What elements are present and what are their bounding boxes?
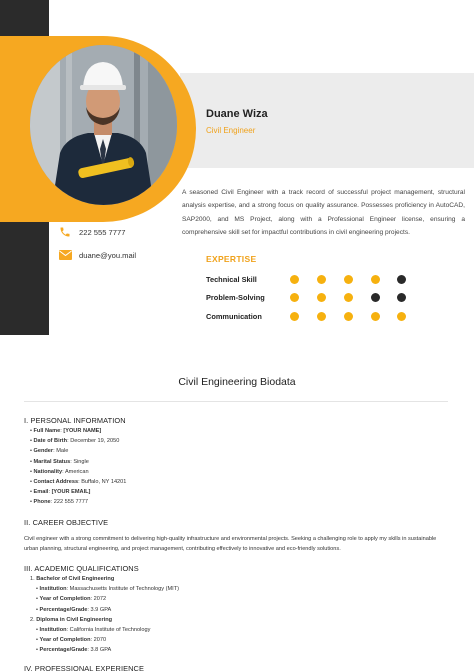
degree-detail-value: 2072 xyxy=(93,596,107,603)
personal-info-item: • Phone: 222 555 7777 xyxy=(30,499,88,506)
personal-info-label: Email xyxy=(33,489,49,496)
biodata-title: Civil Engineering Biodata xyxy=(178,376,296,388)
skill-dot-empty xyxy=(397,293,406,302)
personal-info-value: Male xyxy=(56,448,69,455)
degree-item: 1. Bachelor of Civil Engineering xyxy=(30,576,115,582)
phone-icon xyxy=(58,226,72,238)
degree-detail-label: Year of Completion xyxy=(39,596,91,603)
expertise-title: EXPERTISE xyxy=(206,254,257,264)
degree-detail-label: Institution xyxy=(39,626,67,633)
degree-detail: • Institution: California Institute of Technology xyxy=(36,626,151,633)
degree-detail: • Year of Completion: 2072 xyxy=(36,596,107,603)
degree-detail: • Year of Completion: 2070 xyxy=(36,637,107,644)
personal-info-value: Buffalo, NY 14201 xyxy=(81,478,127,485)
skill-dot-filled xyxy=(317,312,326,321)
degree-detail-label: Year of Completion xyxy=(39,637,91,644)
degree-detail-value: 3.8 GPA xyxy=(90,647,112,654)
degree-detail-value: 2070 xyxy=(93,637,107,644)
skill-dot-filled xyxy=(344,312,353,321)
skill-dot-filled xyxy=(397,312,406,321)
skill-row xyxy=(206,274,416,286)
personal-info-value: [YOUR EMAIL] xyxy=(51,489,91,496)
degree-detail-label: Percentage/Grade xyxy=(39,606,88,613)
personal-info-value: Single xyxy=(73,458,89,465)
skill-row xyxy=(206,292,416,304)
personal-info-item: • Marital Status: Single xyxy=(30,458,89,465)
skill-dot-filled xyxy=(371,312,380,321)
skill-label: Problem-Solving xyxy=(206,293,265,302)
divider xyxy=(24,401,448,402)
section-experience-heading: IV. PROFESSIONAL EXPERIENCE xyxy=(24,664,145,671)
profile-role: Civil Engineer xyxy=(206,126,256,135)
personal-info-label: Contact Address xyxy=(33,478,79,485)
contact-email xyxy=(58,249,136,261)
degree-item: 2. Diploma in Civil Engineering xyxy=(30,616,113,623)
skill-dot-filled xyxy=(317,275,326,284)
profile-summary: A seasoned Civil Engineer with a track record of successful project management, structural analysis expertise, and a strong focus on quality assurance. Possesses proficiency in AutoCAD, SAP2000, and MS Project, along with a Professional Engineer license, ensuring a comprehensive skill set for impactful contributions in civil engineering projects. xyxy=(182,189,465,237)
envelope-icon xyxy=(58,249,72,261)
skill-dot-filled xyxy=(290,312,299,321)
personal-info-value: [YOUR NAME] xyxy=(63,428,102,434)
skill-dot-empty xyxy=(371,293,380,302)
personal-info-label: Marital Status xyxy=(33,458,71,465)
personal-info-label: Nationality xyxy=(33,468,63,475)
personal-info-label: Date of Birth xyxy=(33,438,68,445)
degree-detail-value: California Institute of Technology xyxy=(69,626,151,633)
contact-phone xyxy=(58,226,125,238)
personal-info-label: Gender xyxy=(33,448,54,455)
career-objective-text: Civil engineer with a strong commitment to delivering high-quality infrastructure and environmental projects. Seeking a challenging role to apply my skills in sustainable urban planning, structural engineering, and project management, contributing effectively to innovative and eco-friendly solutions. xyxy=(24,536,437,552)
academic-list xyxy=(30,574,179,656)
degree-detail: • Institution: Massachusetts Institute of Technology (MIT) xyxy=(36,586,179,593)
personal-info-value: American xyxy=(64,468,89,475)
personal-info-list xyxy=(30,426,126,508)
profile-name: Duane Wiza xyxy=(206,108,268,120)
personal-info-item: • Gender: Male xyxy=(30,448,69,455)
skill-dot-filled xyxy=(344,275,353,284)
personal-info-item: • Contact Address: Buffalo, NY 14201 xyxy=(30,478,127,485)
degree-detail: • Percentage/Grade: 3.8 GPA xyxy=(36,647,112,654)
degree-detail-value: Massachusetts Institute of Technology (MIT) xyxy=(69,586,179,593)
degree-detail-label: Institution xyxy=(39,586,67,593)
degree-title: Diploma in Civil Engineering xyxy=(36,616,113,623)
skill-dot-filled xyxy=(290,275,299,284)
skill-row xyxy=(206,311,416,323)
skill-dot-filled xyxy=(371,275,380,284)
personal-info-label: Full Name xyxy=(33,428,61,434)
degree-title: Bachelor of Civil Engineering xyxy=(36,576,115,582)
section-personal-heading: I. PERSONAL INFORMATION xyxy=(24,416,126,425)
personal-info-item: • Full Name: [YOUR NAME] xyxy=(30,428,102,434)
skill-label: Technical Skill xyxy=(206,275,257,284)
section-academic-heading: III. ACADEMIC QUALIFICATIONS xyxy=(24,564,139,573)
personal-info-item: • Date of Birth: December 19, 2050 xyxy=(30,438,120,445)
skill-label: Communication xyxy=(206,312,262,321)
personal-info-label: Phone xyxy=(33,499,51,506)
contact-phone-text: 222 555 7777 xyxy=(79,227,126,237)
skill-dot-filled xyxy=(317,293,326,302)
name-band xyxy=(180,73,474,168)
degree-detail: • Percentage/Grade: 3.9 GPA xyxy=(36,606,112,613)
skill-dot-empty xyxy=(397,275,406,284)
personal-info-item: • Nationality: American xyxy=(30,468,89,475)
personal-info-value: 222 555 7777 xyxy=(53,499,88,506)
degree-detail-value: 3.9 GPA xyxy=(90,606,112,613)
personal-info-item: • Email: [YOUR EMAIL] xyxy=(30,489,91,496)
skill-dot-filled xyxy=(290,293,299,302)
personal-info-value: December 19, 2050 xyxy=(70,438,120,445)
skill-dot-filled xyxy=(344,293,353,302)
section-objective-heading: II. CAREER OBJECTIVE xyxy=(24,518,109,527)
profile-photo xyxy=(30,45,177,205)
degree-detail-label: Percentage/Grade xyxy=(39,647,88,654)
contact-email-text[interactable]: duane@you.mail xyxy=(79,250,137,260)
